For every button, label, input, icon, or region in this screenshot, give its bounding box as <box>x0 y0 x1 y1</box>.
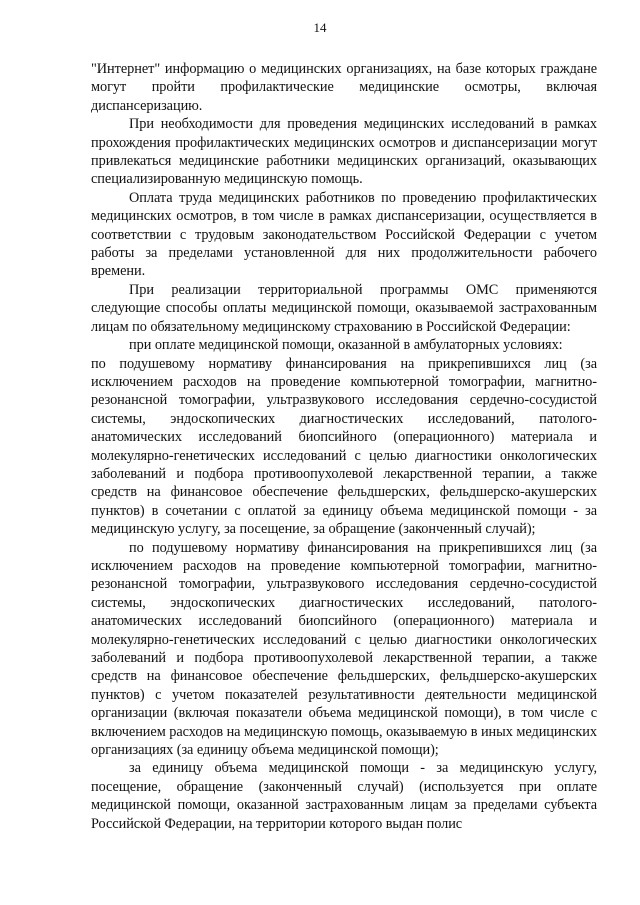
page-number: 14 <box>313 20 327 35</box>
paragraph-medical-workers: При необходимости для проведения медицинских исследований в рамках прохождения профилактических медицинских осмотров и диспансеризации могут привлекаться медицинские работники медицинских организаций, оказывающих специализированную медицинскую помощь. <box>91 116 597 188</box>
paragraph-ambulatory-heading: при оплате медицинской помощи, оказанной в амбулаторных условиях: <box>129 337 563 354</box>
paragraph-continuation: "Интернет" информацию о медицинских организациях, на базе которых граждане могут пройти профилактические медицинские осмотры, включая диспансеризацию. <box>91 61 597 114</box>
paragraph-payment-labor: Оплата труда медицинских работников по проведению профилактических медицинских осмотров, в том числе в рамках диспансеризации, осуществляется в соответствии с трудовым законодательством Российской Федерации с учетом работы за пределами установленной для них продолжительности рабочего времени. <box>91 189 597 280</box>
document-body <box>91 60 597 833</box>
paragraph-per-capita-2: по подушевому нормативу финансирования на прикрепившихся лиц (за исключением расходов на проведение компьютерной томографии, магнитно-резонансной томографии, ультразвукового исследования сердечно-сосудистой системы, эндоскопических диагностических исследований, патолого-анатомических исследований биопсийного (операционного) материала и молекулярно-генетических исследований с целью диагностики онкологических заболеваний и подбора противоопухолевой лекарственной терапии, а также средств на финансовое обеспечение фельдшерских, фельдшерско-акушерских пунктов) с учетом показателей результативности деятельности медицинской организации (включая показатели объема медицинской помощи), в том числе с включением расходов на медицинскую помощь, оказываемую в иных медицинских организациях (за единицу объема медицинской помощи); <box>91 539 597 759</box>
paragraph-per-capita-1: по подушевому нормативу финансирования на прикрепившихся лиц (за исключением расходов на проведение компьютерной томографии, магнитно-резонансной томографии, ультразвукового исследования сердечно-сосудистой системы, эндоскопических диагностических исследований, патолого-анатомических исследований биопсийного (операционного) материала и молекулярно-генетических исследований с целью диагностики онкологических заболеваний и подбора противоопухолевой лекарственной терапии, а также средств на финансовое обеспечение фельдшерских, фельдшерско-акушерских пунктов) в сочетании с оплатой за единицу объема медицинской помощи - за медицинскую услугу, за посещение, за обращение (законченный случай); <box>91 355 597 538</box>
paragraph-unit-volume: за единицу объема медицинской помощи - за медицинскую услугу, посещение, обращение (законченный случай) (используется при оплате медицинской помощи, оказанной застрахованным лицам за пределами субъекта Российской Федерации, на территории которого выдан полис <box>91 760 597 832</box>
paragraph-payment-methods: При реализации территориальной программы ОМС применяются следующие способы оплаты медицинской помощи, оказываемой застрахованным лицам по обязательному медицинскому страхованию в Российской Федерации: <box>91 281 597 335</box>
